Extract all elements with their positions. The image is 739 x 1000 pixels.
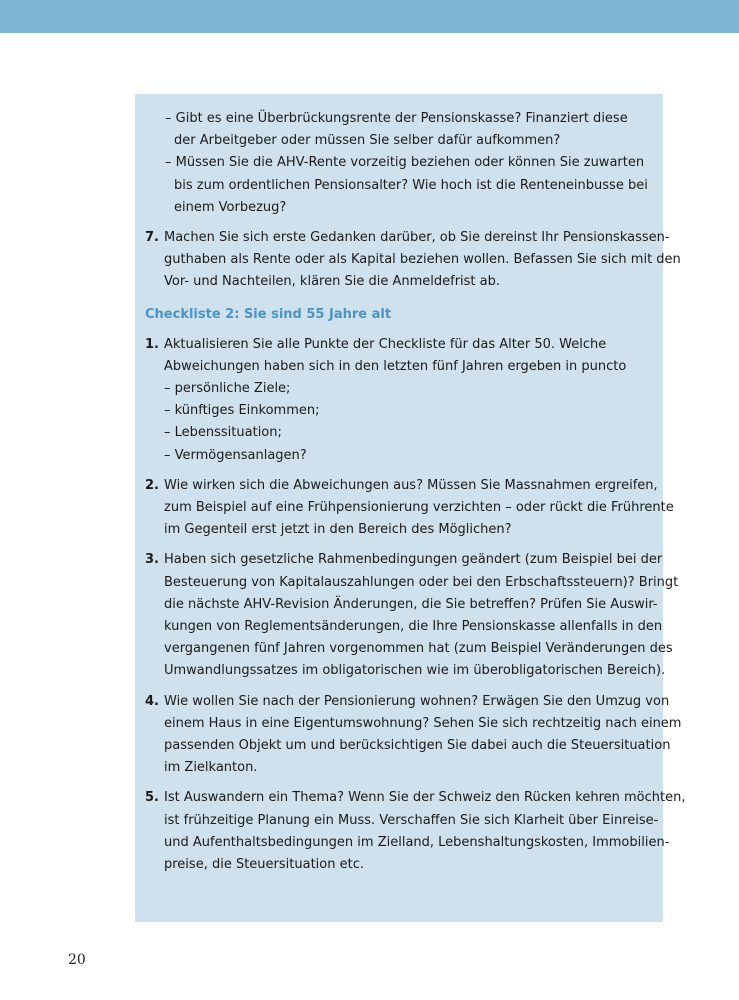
checklist-item-3 — [145, 549, 679, 682]
text-line: Wie wollen Sie nach der Pensionierung wohnen? Erwägen Sie den Umzug von — [164, 693, 670, 709]
text-line: guthaben als Rente oder als Kapital beziehen wollen. Befassen Sie sich mit den — [164, 252, 681, 268]
item-number: 5. — [145, 790, 159, 806]
text-line: und Aufenthaltsbedingungen im Zielland, Lebenshaltungskosten, Immobilien- — [164, 834, 670, 850]
item-number: 3. — [145, 552, 159, 568]
text-line: kungen von Reglementsänderungen, die Ihre Pensionskasse allenfalls in den — [164, 619, 663, 635]
text-line: Abweichungen haben sich in den letzten fünf Jahren ergeben in puncto — [164, 358, 627, 374]
text-line: ist frühzeitige Planung ein Muss. Verschaffen Sie sich Klarheit über Einreise- — [164, 812, 659, 828]
text-line: Wie wirken sich die Abweichungen aus? Müssen Sie Massnahmen ergreifen, — [164, 477, 658, 493]
text-line: preise, die Steuersituation etc. — [164, 857, 364, 873]
text-line: bis zum ordentlichen Pensionsalter? Wie hoch ist die Renteneinbusse bei — [174, 177, 648, 193]
item-number: 4. — [145, 693, 159, 709]
text-line: vergangenen fünf Jahren vorgenommen hat (zum Beispiel Veränderungen des — [164, 641, 673, 657]
text-line: – Lebenssituation; — [164, 425, 282, 441]
text-line: im Zielkanton. — [164, 760, 258, 776]
checklist-item-2 — [145, 475, 674, 542]
checklist-item-1 — [145, 334, 649, 467]
dash-item — [165, 152, 649, 219]
text-line: zum Beispiel auf eine Frühpensionierung verzichten – oder rückt die Frührente — [164, 500, 674, 516]
checklist-heading: Checkliste 2: Sie sind 55 Jahre alt — [145, 306, 392, 322]
text-line: Vor- und Nachteilen, klären Sie die Anmeldefrist ab. — [164, 274, 501, 290]
dash-item — [165, 108, 649, 152]
checklist-item-7 — [145, 227, 681, 294]
item-number: 1. — [145, 336, 159, 352]
item-number: 7. — [145, 230, 159, 246]
text-line: Machen Sie sich erste Gedanken darüber, ob Sie dereinst Ihr Pensionskassen- — [164, 230, 670, 246]
text-line: der Arbeitgeber oder müssen Sie selber dafür aufkommen? — [174, 133, 561, 149]
text-line: einem Vorbezug? — [174, 199, 287, 215]
text-line: – künftiges Einkommen; — [164, 403, 320, 419]
text-line: im Gegenteil erst jetzt in den Bereich des Möglichen? — [164, 522, 512, 538]
text-line: – persönliche Ziele; — [164, 381, 291, 397]
intro-dash-list — [145, 108, 649, 219]
item-number: 2. — [145, 477, 159, 493]
text-line: passenden Objekt um und berücksichtigen Sie dabei auch die Steuersituation — [164, 738, 671, 754]
text-line: – Müssen Sie die AHV-Rente vorzeitig beziehen oder können Sie zuwarten — [165, 155, 645, 171]
text-line: einem Haus in eine Eigentumswohnung? Sehen Sie sich rechtzeitig nach einem — [164, 715, 682, 731]
text-line: – Vermögensanlagen? — [164, 447, 307, 463]
text-line: Aktualisieren Sie alle Punkte der Checkliste für das Alter 50. Welche — [164, 336, 607, 352]
text-line: die nächste AHV-Revision Änderungen, die Sie betreffen? Prüfen Sie Auswir- — [164, 596, 658, 612]
text-line: Umwandlungssatzes im obligatorischen wie im überobligatorischen Bereich). — [164, 663, 666, 679]
page-number: 20 — [68, 952, 86, 968]
text-line: Ist Auswandern ein Thema? Wenn Sie der Schweiz den Rücken kehren möchten, — [164, 790, 686, 806]
checklist-box — [135, 94, 686, 922]
text-line: – Gibt es eine Überbrückungsrente der Pensionskasse? Finanziert diese — [165, 111, 628, 126]
checklist-item-4 — [145, 691, 682, 780]
text-line: Besteuerung von Kapitalauszahlungen oder bei den Erbschaftssteuern)? Bringt — [164, 574, 679, 590]
checklist-item-5 — [145, 787, 686, 876]
top-color-band — [0, 0, 739, 33]
text-line: Haben sich gesetzliche Rahmenbedingungen geändert (zum Beispiel bei der — [164, 552, 663, 568]
